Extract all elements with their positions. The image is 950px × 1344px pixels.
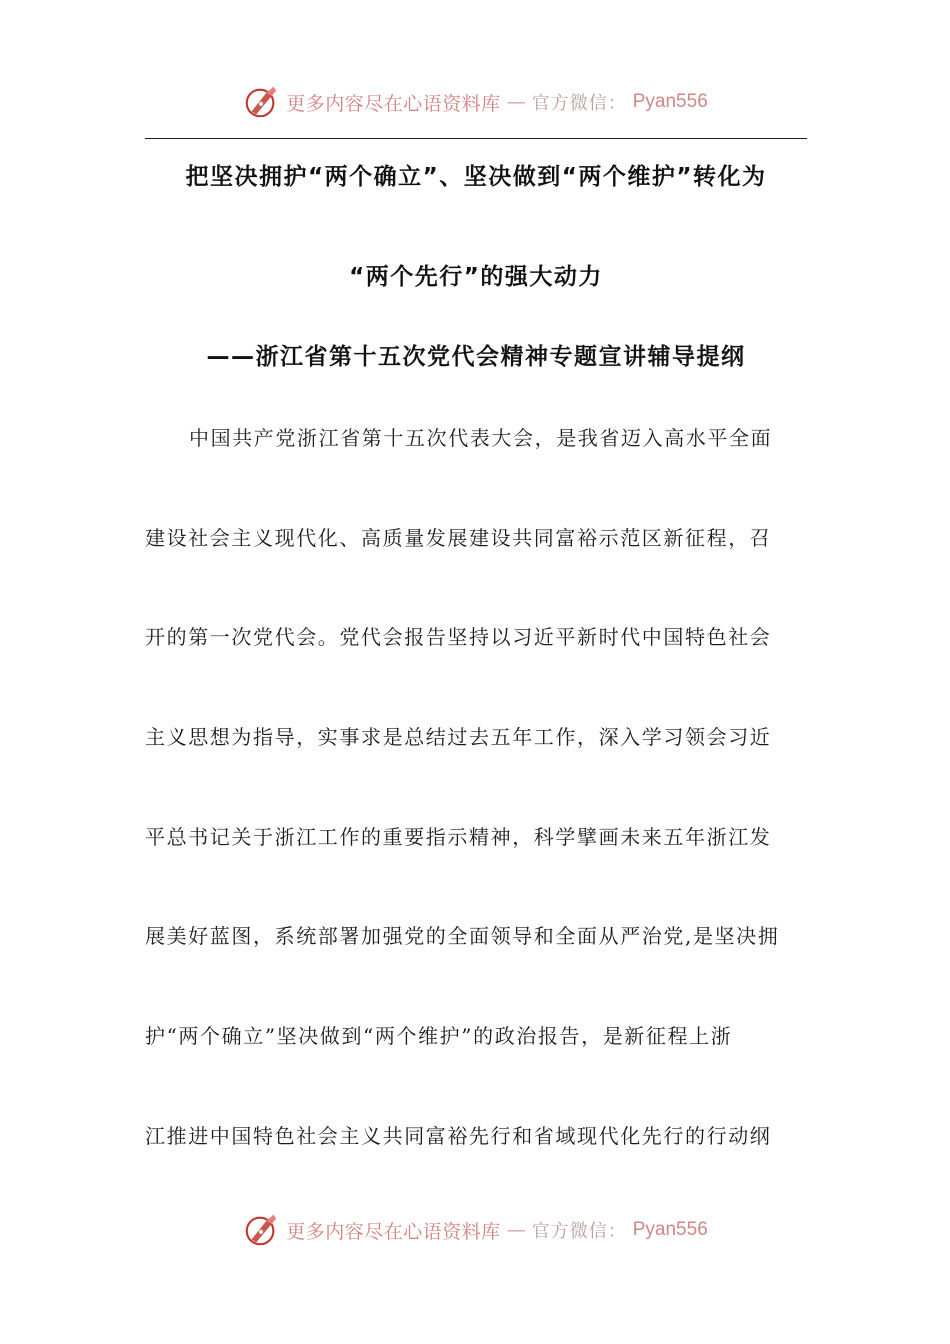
banner-wechat-label: 官方微信： (531, 93, 627, 114)
paragraph-line: 主义思想为指导，实事求是总结过去五年工作，深入学习领会习近 (145, 725, 772, 750)
banner-wechat-label: 官方微信： (531, 1221, 627, 1242)
paragraph-line: 建设社会主义现代化、高质量发展建设共同富裕示范区新征程，召 (145, 525, 772, 550)
banner-separator: — (506, 1219, 526, 1241)
footer-banner (0, 1208, 950, 1252)
paragraph-line: 展美好蓝图，系统部署加强党的全面领导和全面从严治党,是坚决拥 (145, 924, 780, 949)
banner-brand-text: 更多内容尽在心语资料库 (286, 92, 501, 115)
pen-nib-logo-icon (242, 1211, 280, 1249)
paragraph-line: 江推进中国特色社会主义共同富裕先行和省域现代化先行的行动纲 (145, 1123, 772, 1148)
header-divider (145, 138, 807, 139)
document-title-line-2: “两个先行”的强大动力 (349, 264, 603, 290)
banner-wechat-id: Pyan556 (632, 91, 708, 112)
banner-separator: — (506, 91, 526, 113)
document-title-line-1: 把坚决拥护“两个确立”、坚决做到“两个维护”转化为 (185, 164, 767, 190)
banner-brand-text: 更多内容尽在心语资料库 (286, 1220, 501, 1243)
paragraph-line: 护“两个确立”坚决做到“两个维护”的政治报告，是新征程上浙 (145, 1024, 733, 1049)
document-subtitle: ——浙江省第十五次党代会精神专题宣讲辅导提纲 (206, 344, 746, 370)
paragraph-line: 中国共产党浙江省第十五次代表大会，是我省迈入高水平全面 (189, 426, 773, 450)
paragraph-line: 开的第一次党代会。党代会报告坚持以习近平新时代中国特色社会 (145, 625, 772, 650)
banner-wechat-id: Pyan556 (632, 1219, 708, 1240)
pen-nib-logo-icon (242, 83, 280, 121)
paragraph-line: 平总书记关于浙江工作的重要指示精神，科学擘画未来五年浙江发 (145, 824, 772, 849)
header-banner (0, 80, 950, 124)
document-paragraph (145, 418, 807, 1216)
